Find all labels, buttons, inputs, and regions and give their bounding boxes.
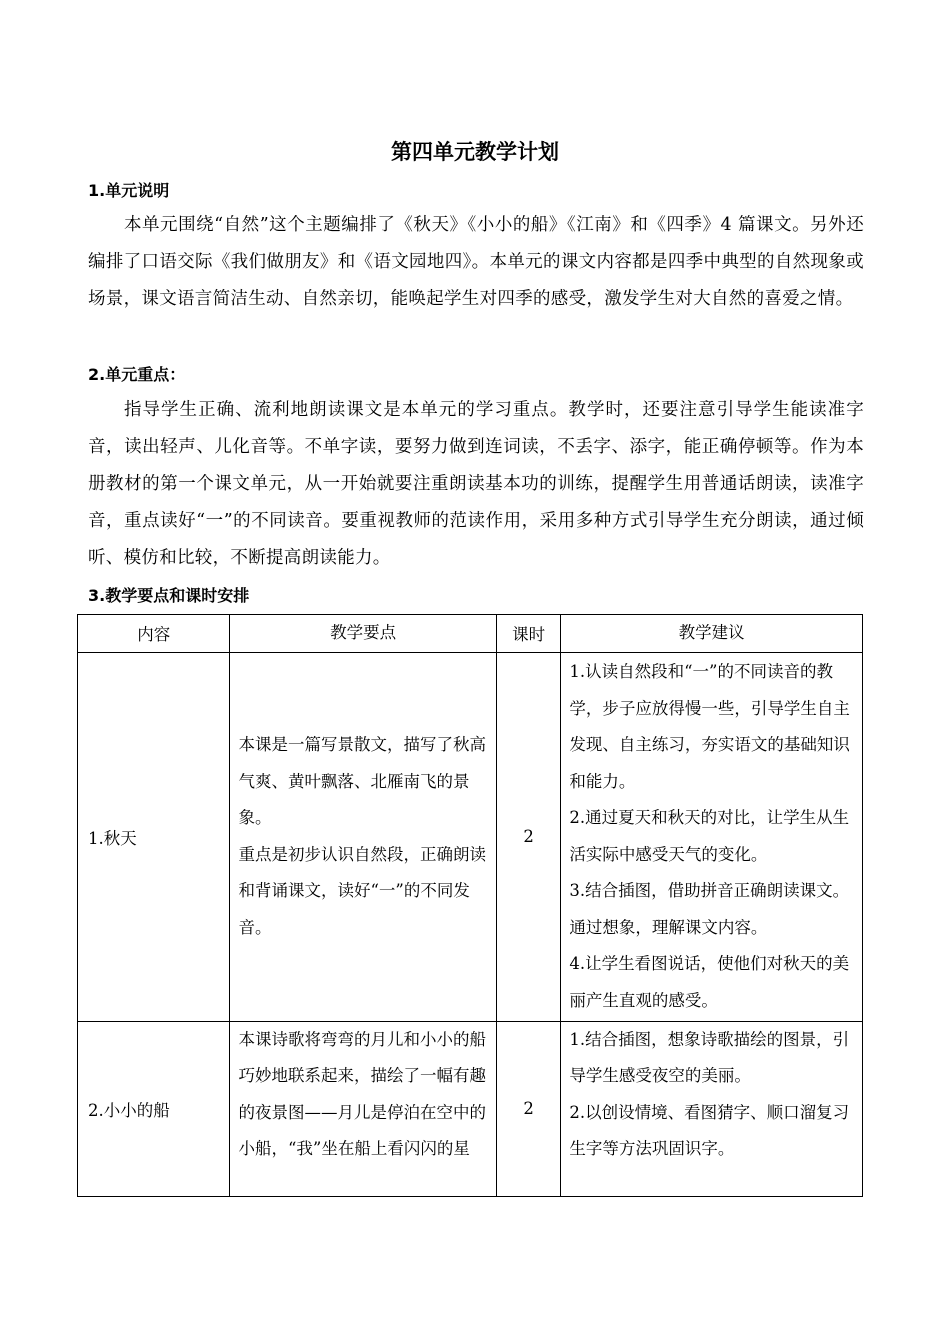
header-advice: 教学建议 bbox=[561, 615, 863, 653]
lesson-key-points bbox=[230, 652, 496, 1021]
lesson-name: 1.秋天 bbox=[78, 652, 230, 1021]
advice-item: 3.结合插图，借助拼音正确朗读课文。通过想象，理解课文内容。 bbox=[569, 881, 850, 937]
table-header-row bbox=[78, 615, 863, 653]
section-heading-unit-focus: 2.单元重点： bbox=[88, 365, 186, 384]
header-hours: 课时 bbox=[496, 615, 561, 653]
advice-item: 2.通过夏天和秋天的对比，让学生从生活实际中感受天气的变化。 bbox=[569, 808, 850, 864]
section-text-unit-description: 本单元围绕“自然”这个主题编排了《秋天》《小小的船》《江南》和《四季》4 篇课文。另外还编排了口语交际《我们做朋友》和《语文园地四》。本单元的课文内容都是四季中典型的自然现象或场景，课文语言简洁生动、自然亲切，能唤起学生对四季的感受，激发学生对大自然的喜爱之情。 bbox=[88, 215, 864, 309]
header-content: 内容 bbox=[78, 615, 230, 653]
teaching-plan-table bbox=[77, 614, 863, 1197]
key-point: 本课是一篇写景散文，描写了秋高气爽、黄叶飘落、北雁南飞的景象。 bbox=[238, 735, 486, 827]
table-row bbox=[78, 1021, 863, 1196]
table-row bbox=[78, 652, 863, 1021]
section-heading-teaching-plan: 3.教学要点和课时安排 bbox=[88, 586, 250, 605]
lesson-advice bbox=[561, 652, 863, 1021]
lesson-advice bbox=[561, 1021, 863, 1196]
lesson-name: 2.小小的船 bbox=[78, 1021, 230, 1196]
section-text-unit-focus: 指导学生正确、流利地朗读课文是本单元的学习重点。教学时，还要注意引导学生能读准字音，读出轻声、儿化音等。不单字读，要努力做到连词读，不丢字、添字，能正确停顿等。作为本册教材的第一个课文单元，从一开始就要注重朗读基本功的训练，提醒学生用普通话朗读，读准字音，重点读好“一”的不同读音。要重视教师的范读作用，采用多种方式引导学生充分朗读，通过倾听、模仿和比较，不断提高朗读能力。 bbox=[88, 400, 864, 568]
advice-item: 2.以创设情境、看图猜字、顺口溜复习生字等方法巩固识字。 bbox=[569, 1102, 850, 1158]
advice-item: 1.认读自然段和“一”的不同读音的教学，步子应放得慢一些，引导学生自主发现、自主练习，夯实语文的基础知识和能力。 bbox=[569, 662, 850, 791]
advice-item: 4.让学生看图说话，使他们对秋天的美丽产生直观的感受。 bbox=[569, 954, 850, 1010]
lesson-key-points bbox=[230, 1021, 496, 1196]
page-title: 第四单元教学计划 bbox=[391, 140, 559, 164]
lesson-hours: 2 bbox=[496, 1021, 561, 1196]
key-point: 重点是初步认识自然段，正确朗读和背诵课文，读好“一”的不同发音。 bbox=[238, 844, 486, 937]
section-heading-unit-description: 1.单元说明 bbox=[88, 181, 170, 200]
key-point: 本课诗歌将弯弯的月儿和小小的船巧妙地联系起来，描绘了一幅有趣的夜景图——月儿是停泊在空中的小船，“我”坐在船上看闪闪的星 bbox=[238, 1029, 486, 1158]
lesson-hours: 2 bbox=[496, 652, 561, 1021]
header-key-points: 教学要点 bbox=[230, 615, 496, 653]
advice-item: 1.结合插图，想象诗歌描绘的图景，引导学生感受夜空的美丽。 bbox=[569, 1029, 850, 1085]
